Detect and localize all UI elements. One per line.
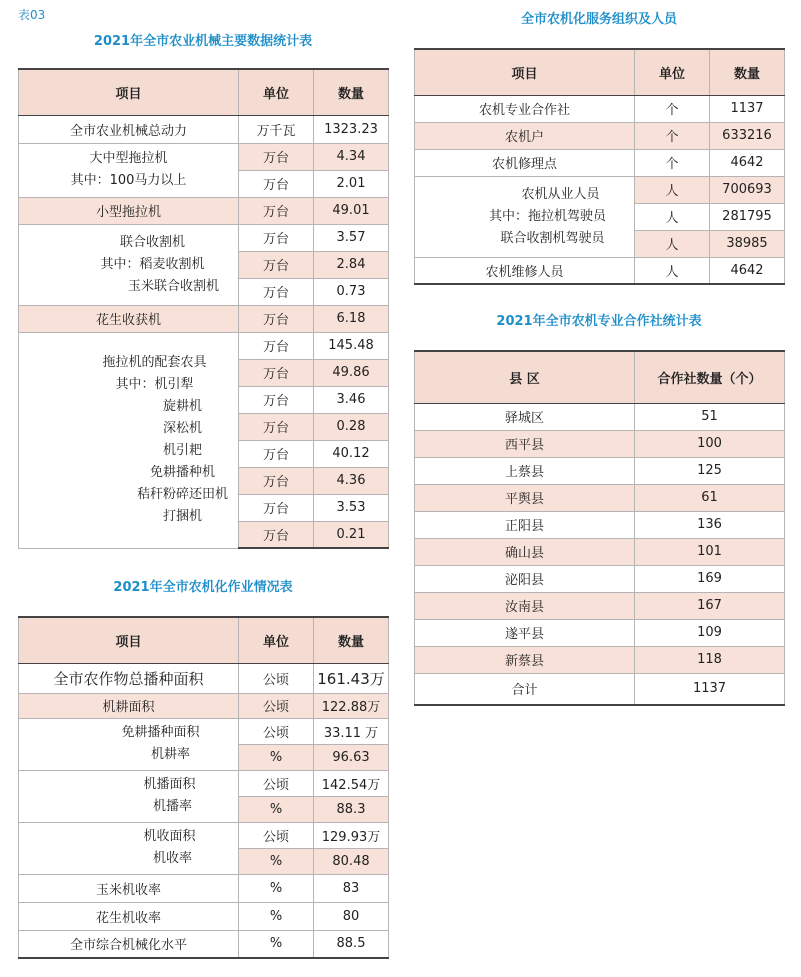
group-item bbox=[415, 176, 635, 257]
row-unit: 万台 bbox=[239, 413, 314, 440]
row-item: 玉米机收率 bbox=[19, 874, 239, 902]
row-unit: 万台 bbox=[239, 332, 314, 359]
item-line: 拖拉机的配套农具 bbox=[102, 355, 207, 370]
row-qty: 2.84 bbox=[314, 251, 389, 278]
row-qty: 3.57 bbox=[314, 224, 389, 251]
row-item: 全市农作物总播种面积 bbox=[19, 663, 239, 693]
group-item bbox=[19, 770, 239, 822]
table-row bbox=[19, 663, 389, 693]
row-qty: 0.73 bbox=[314, 278, 389, 305]
item-line: 机收面积 bbox=[143, 829, 196, 844]
row-count: 125 bbox=[635, 457, 785, 484]
row-count: 167 bbox=[635, 592, 785, 619]
row-count: 118 bbox=[635, 646, 785, 673]
row-qty: 142.54万 bbox=[314, 770, 389, 796]
row-count: 1137 bbox=[635, 673, 785, 705]
row-unit: % bbox=[239, 874, 314, 902]
header-county: 县 区 bbox=[415, 351, 635, 403]
row-county: 平舆县 bbox=[415, 484, 635, 511]
row-qty: 4.34 bbox=[314, 143, 389, 170]
header-count: 合作社数量（个） bbox=[635, 351, 785, 403]
item-line: 联合收割机驾驶员 bbox=[500, 230, 605, 246]
row-item: 机耕面积 bbox=[19, 693, 239, 718]
item-line: 免耕播种机 bbox=[149, 465, 215, 480]
row-count: 101 bbox=[635, 538, 785, 565]
item-line: 旋耕机 bbox=[162, 399, 202, 414]
row-qty: 145.48 bbox=[314, 332, 389, 359]
row-qty: 96.63 bbox=[314, 744, 389, 770]
table-header-row bbox=[415, 351, 785, 403]
row-item: 全市综合机械化水平 bbox=[19, 930, 239, 958]
row-county: 西平县 bbox=[415, 430, 635, 457]
table-total-row bbox=[415, 673, 785, 705]
row-qty: 2.01 bbox=[314, 170, 389, 197]
item-line: 其中：稻麦收割机 bbox=[100, 256, 205, 272]
item-line: 其中：拖拉机驾驶员 bbox=[488, 208, 606, 224]
row-count: 51 bbox=[635, 403, 785, 430]
header-unit: 单位 bbox=[239, 617, 314, 663]
header-item: 项目 bbox=[415, 49, 635, 95]
row-unit: 万台 bbox=[239, 440, 314, 467]
row-unit: % bbox=[239, 902, 314, 930]
machinery-stats-table bbox=[18, 68, 389, 549]
table-row bbox=[415, 457, 785, 484]
table-row bbox=[415, 619, 785, 646]
row-qty: 33.11 万 bbox=[314, 718, 389, 744]
row-unit: 个 bbox=[635, 149, 710, 176]
row-unit: 万台 bbox=[239, 467, 314, 494]
row-unit: 万台 bbox=[239, 359, 314, 386]
row-item: 小型拖拉机 bbox=[19, 197, 239, 224]
table-row bbox=[19, 902, 389, 930]
table3-title: 全市农机化服务组织及人员 bbox=[520, 12, 677, 27]
row-qty: 80 bbox=[314, 902, 389, 930]
row-qty: 161.43万 bbox=[314, 663, 389, 693]
row-qty: 0.21 bbox=[314, 521, 389, 548]
row-item: 农机户 bbox=[415, 122, 635, 149]
table-row bbox=[415, 122, 785, 149]
row-qty: 4642 bbox=[710, 149, 785, 176]
row-unit: 万台 bbox=[239, 197, 314, 224]
table-row bbox=[19, 874, 389, 902]
table-row bbox=[19, 143, 389, 170]
row-county: 上蔡县 bbox=[415, 457, 635, 484]
row-qty: 1323.23 bbox=[314, 115, 389, 143]
table4-title: 2021年全市农机专业合作社统计表 bbox=[496, 314, 702, 329]
table-header-row bbox=[415, 49, 785, 95]
table-row bbox=[19, 115, 389, 143]
row-item: 花生机收率 bbox=[19, 902, 239, 930]
item-line: 联合收割机 bbox=[119, 234, 185, 250]
row-qty: 6.18 bbox=[314, 305, 389, 332]
row-unit: 公顷 bbox=[239, 663, 314, 693]
row-unit: 万台 bbox=[239, 521, 314, 548]
table-row bbox=[415, 511, 785, 538]
row-qty: 4642 bbox=[710, 257, 785, 284]
row-qty: 38985 bbox=[710, 230, 785, 257]
row-unit: 公顷 bbox=[239, 822, 314, 848]
table1-title: 2021年全市农业机械主要数据统计表 bbox=[93, 34, 313, 49]
row-item: 农机专业合作社 bbox=[415, 95, 635, 122]
header-qty: 数量 bbox=[314, 617, 389, 663]
table-row bbox=[415, 430, 785, 457]
item-line: 秸秆粉碎还田机 bbox=[136, 487, 228, 502]
row-unit: 万台 bbox=[239, 224, 314, 251]
table-row bbox=[19, 693, 389, 718]
table-row bbox=[415, 538, 785, 565]
row-qty: 633216 bbox=[710, 122, 785, 149]
row-qty: 0.28 bbox=[314, 413, 389, 440]
row-unit: % bbox=[239, 848, 314, 874]
row-unit: 人 bbox=[635, 257, 710, 284]
row-county: 遂平县 bbox=[415, 619, 635, 646]
item-line: 深松机 bbox=[162, 421, 202, 436]
row-unit: % bbox=[239, 930, 314, 958]
table-header-row bbox=[19, 617, 389, 663]
row-county: 新蔡县 bbox=[415, 646, 635, 673]
row-qty: 83 bbox=[314, 874, 389, 902]
table-row bbox=[415, 484, 785, 511]
table2-title: 2021年全市农机化作业情况表 bbox=[113, 580, 293, 595]
item-line: 机播面积 bbox=[143, 777, 196, 792]
row-unit: 万台 bbox=[239, 305, 314, 332]
item-line: 大中型拖拉机 bbox=[89, 151, 168, 166]
header-qty: 数量 bbox=[710, 49, 785, 95]
table-row bbox=[415, 646, 785, 673]
item-line: 机收率 bbox=[152, 851, 192, 866]
row-qty: 3.53 bbox=[314, 494, 389, 521]
row-qty: 1137 bbox=[710, 95, 785, 122]
row-item: 农机维修人员 bbox=[415, 257, 635, 284]
row-county: 确山县 bbox=[415, 538, 635, 565]
row-item: 花生收获机 bbox=[19, 305, 239, 332]
table-row bbox=[415, 149, 785, 176]
table-header-row bbox=[19, 69, 389, 115]
cooperative-table bbox=[414, 350, 785, 706]
group-item bbox=[19, 718, 239, 770]
row-qty: 40.12 bbox=[314, 440, 389, 467]
item-line: 机播率 bbox=[152, 799, 192, 814]
row-qty: 80.48 bbox=[314, 848, 389, 874]
row-qty: 281795 bbox=[710, 203, 785, 230]
row-unit: 万台 bbox=[239, 278, 314, 305]
row-qty: 3.46 bbox=[314, 386, 389, 413]
header-unit: 单位 bbox=[635, 49, 710, 95]
row-count: 61 bbox=[635, 484, 785, 511]
table-row bbox=[19, 305, 389, 332]
item-line: 其中：机引犁 bbox=[115, 377, 194, 392]
row-unit: 公顷 bbox=[239, 718, 314, 744]
item-line: 机引耙 bbox=[162, 443, 202, 458]
table-row bbox=[19, 718, 389, 744]
item-line: 其中：100马力以上 bbox=[70, 173, 187, 188]
row-count: 169 bbox=[635, 565, 785, 592]
row-unit: 人 bbox=[635, 176, 710, 203]
row-unit: 个 bbox=[635, 122, 710, 149]
row-qty: 88.3 bbox=[314, 796, 389, 822]
group-item bbox=[19, 143, 239, 197]
row-unit: 万千瓦 bbox=[239, 115, 314, 143]
row-qty: 129.93万 bbox=[314, 822, 389, 848]
row-county: 正阳县 bbox=[415, 511, 635, 538]
item-line: 玉米联合收割机 bbox=[127, 278, 219, 294]
table-row bbox=[19, 224, 389, 251]
item-line: 免耕播种面积 bbox=[121, 725, 200, 740]
row-unit: 公顷 bbox=[239, 770, 314, 796]
table-row bbox=[415, 565, 785, 592]
table-row bbox=[415, 257, 785, 284]
row-unit: 万台 bbox=[239, 143, 314, 170]
row-county: 驿城区 bbox=[415, 403, 635, 430]
row-item: 全市农业机械总动力 bbox=[19, 115, 239, 143]
table-row bbox=[415, 592, 785, 619]
row-count: 109 bbox=[635, 619, 785, 646]
row-unit: 人 bbox=[635, 230, 710, 257]
row-item: 农机修理点 bbox=[415, 149, 635, 176]
row-unit: % bbox=[239, 744, 314, 770]
row-count: 136 bbox=[635, 511, 785, 538]
operations-table bbox=[18, 616, 389, 959]
group-item bbox=[19, 224, 239, 305]
item-line: 机耕率 bbox=[150, 747, 190, 762]
row-county: 合计 bbox=[415, 673, 635, 705]
table-row bbox=[415, 403, 785, 430]
row-county: 汝南县 bbox=[415, 592, 635, 619]
table-row bbox=[415, 95, 785, 122]
row-qty: 49.86 bbox=[314, 359, 389, 386]
header-unit: 单位 bbox=[239, 69, 314, 115]
table-tag: 表03 bbox=[18, 8, 46, 22]
row-count: 100 bbox=[635, 430, 785, 457]
group-item bbox=[19, 822, 239, 874]
row-unit: 人 bbox=[635, 203, 710, 230]
row-unit: 个 bbox=[635, 95, 710, 122]
group-item bbox=[19, 332, 239, 548]
row-unit: 公顷 bbox=[239, 693, 314, 718]
row-county: 泌阳县 bbox=[415, 565, 635, 592]
row-unit: % bbox=[239, 796, 314, 822]
table-row bbox=[415, 176, 785, 203]
row-qty: 49.01 bbox=[314, 197, 389, 224]
header-item: 项目 bbox=[19, 617, 239, 663]
table-row bbox=[19, 332, 389, 359]
row-qty: 88.5 bbox=[314, 930, 389, 958]
header-item: 项目 bbox=[19, 69, 239, 115]
row-qty: 700693 bbox=[710, 176, 785, 203]
item-line: 打捆机 bbox=[162, 509, 202, 524]
row-unit: 万台 bbox=[239, 251, 314, 278]
service-org-table bbox=[414, 48, 785, 285]
table-row bbox=[19, 197, 389, 224]
table-row bbox=[19, 770, 389, 796]
row-qty: 4.36 bbox=[314, 467, 389, 494]
row-qty: 122.88万 bbox=[314, 693, 389, 718]
table-row bbox=[19, 822, 389, 848]
table-row bbox=[19, 930, 389, 958]
row-unit: 万台 bbox=[239, 494, 314, 521]
item-line: 农机从业人员 bbox=[521, 186, 600, 202]
row-unit: 万台 bbox=[239, 386, 314, 413]
header-qty: 数量 bbox=[314, 69, 389, 115]
row-unit: 万台 bbox=[239, 170, 314, 197]
